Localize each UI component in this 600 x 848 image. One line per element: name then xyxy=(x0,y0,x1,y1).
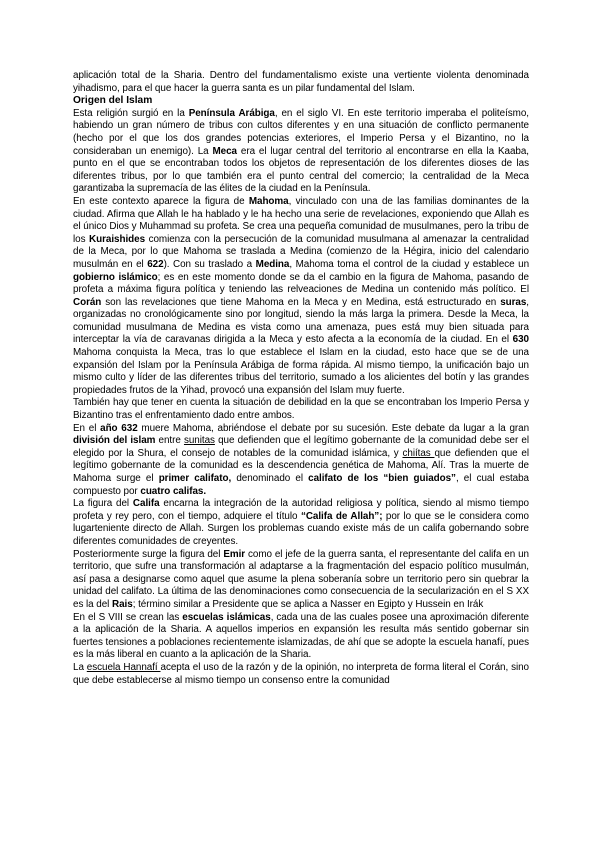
paragraph-emir: Posteriormente surge la figura del Emir como el jefe de la guerra santa, el representante del califa en un territorio, que sufre una transformación al adaptarse a la fragmentación del espacio político musulmán, así pasa a designarse como aquel que asume la plena soberanía sobre un territorio pero sin quebrar la unidad del califato. La última de las denominaciones como consecuencia de la secularización en el S XX es la del Rais; término similar a Presidente que se aplica a Nasser en Egipto y Hussein en Irák xyxy=(73,548,529,610)
paragraph-weakness: También hay que tener en cuenta la situación de debilidad en la que se encontraban los Imperio Persa y Bizantino tras el enfrentamiento dado entre ambos. xyxy=(73,397,529,422)
paragraph-califa: La figura del Califa encarna la integración de la autoridad religiosa y política, siendo al mismo tiempo profeta y rey pero, con el tiempo, adquiere el título “Califa de Allah”; por lo que se le considera como lugarteniente directo de Allah. Surgen los problemas cuando existe más de un califa gobernando sobre diferentes comunidades de creyentes. xyxy=(73,498,529,547)
paragraph-schools: En el S VIII se crean las escuelas islámicas, cada una de las cuales posee una aproximación diferente a la aplicación de la Sharia. A aquellos imperios en expansión les resulta más sentido gobernar sin fuertes tensiones a poblaciones recientemente islamizadas, de ahí que se adopte la escuela hanafí, pues es la más liberal en cuanto a la aplicación de la Sharia. xyxy=(73,611,529,661)
paragraph-origin: Esta religión surgió en la Península Arábiga, en el siglo VI. En este territorio imperaba el politeísmo, habiendo un gran número de tribus con cultos diferentes y en una situación de conflicto permanente (hecho por el que los dos grandes potencias exteriores, el Imperio Persa y el Bizantino, no la consideraban un enemigo). La Meca era el lugar central del territorio al encontrarse en ella la Kaaba, punto en el que se encontraban todos los objetos de representación de los diferentes dioses de las diferentes tribus, por lo que también era el punto central del comercio; la centralidad de la Meca garantizaba la supremacía de las élites de la ciudad en la Península. xyxy=(73,107,529,195)
paragraph-mahoma: En este contexto aparece la figura de Mahoma, vinculado con una de las familias dominantes de la ciudad. Afirma que Allah le ha hablado y le ha hecho una serie de revelaciones, exponiendo que Allah es el único Dios y Muhammad su profeta. Se crea una pequeña comunidad de musulmanes, pero la tribu de los Kuraishides comienza con la persecución de la comunidad musulmana al amenazar la centralidad de la Meca, por lo que Mahoma se traslada a Medina (comienzo de la Hégira, inicio del calendario musulmán en el 622). Con su traslado a Medina, Mahoma toma el control de la ciudad y establece un gobierno islámico; es en este momento donde se da el cambio en la figura de Mahoma, pasando de profeta a máxima figura política y teniendo las relveaciones de Medina un contenido más político. El Corán son las revelaciones que tiene Mahoma en la Meca y en Medina, está estructurado en suras, organizadas no cronológicamente sino por longitud, siendo la más larga la primera. Desde la Meca, la comunidad musulmana de Medina es vista como una amenaza, pues está muy bien situada para interceptar la vía de caravanas dirigida a la Meca y esto afecta a la economía de la ciudad. En el 630 Mahoma conquista la Meca, tras lo que establece el Islam en la ciudad, esto hace que se de una expansión del Islam por la Península Arábiga de forma rápida. Al mismo tiempo, la unificación bajo un mismo culto y líder de las diferentes tribus del territorio, sumado a los alicientes del botín y las grandes propiedades frutos de la Yihad, provocó una expansión del Islam muy fuerte. xyxy=(73,195,530,396)
paragraph-hannafi: La escuela Hannafí acepta el uso de la razón y de la opinión, no interpreta de forma literal el Corán, sino que debe establecerse al mismo tiempo un consenso entre la comunidad xyxy=(73,661,529,686)
paragraph-succession: En el año 632 muere Mahoma, abriéndose el debate por su sucesión. Este debate da lugar a la gran división del islam entre sunitas que defienden que el legítimo gobernante de la comunidad debe ser el elegido por la Shura, el consejo de notables de la comunidad islámica, y chiítas que defienden que el legítimo gobernante de la comunidad es la descendencia genética de Mahoma, Alí. Tras la muerte de Mahoma surge el primer califato, denominado el califato de los “bien guiados”, el cual estaba compuesto por cuatro califas. xyxy=(73,422,530,497)
intro-paragraph: aplicación total de la Sharia. Dentro del fundamentalismo existe una vertiente violenta denominada yihadismo, para el que hacer la guerra santa es un pilar fundamental del Islam. xyxy=(73,70,529,94)
section-heading: Origen del Islam xyxy=(73,95,153,107)
